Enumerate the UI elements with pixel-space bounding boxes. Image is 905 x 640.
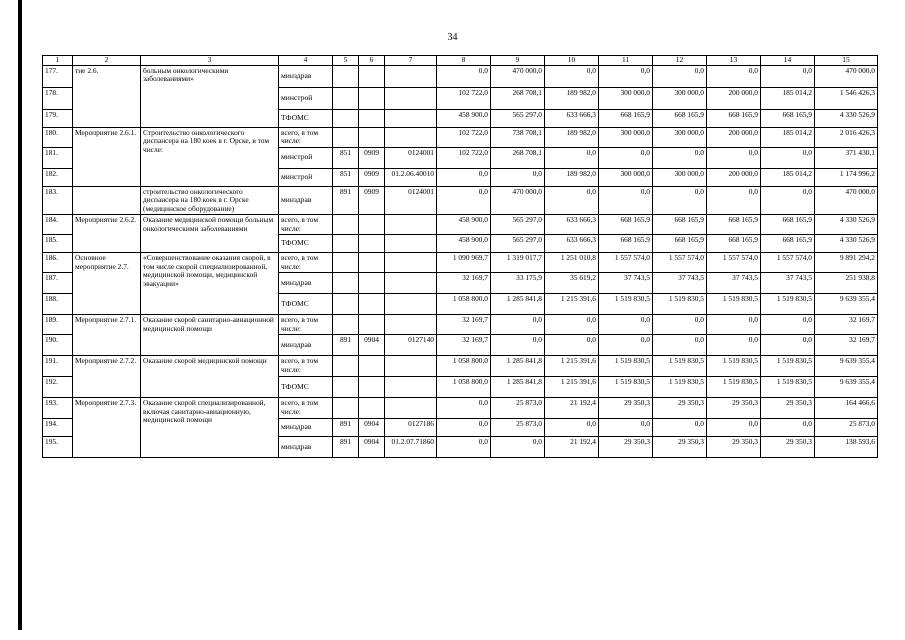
amount-col-12-cell: 0,0: [653, 335, 707, 356]
section-code-cell: [359, 356, 385, 377]
funding-source-cell: ТФОМС: [279, 235, 333, 253]
amount-col-15-cell: 1 174 996,2: [815, 168, 878, 186]
funding-source-cell: всего, в том числе:: [279, 127, 333, 147]
amount-col-15-cell: 4 330 526,9: [815, 215, 878, 235]
amount-col-14-cell: 29 350,3: [761, 437, 815, 458]
amount-col-11-cell: 0,0: [599, 186, 653, 215]
activity-cell: Мероприятие 2.6.1.: [73, 127, 141, 186]
amount-col-13-cell: 1 519 830,5: [707, 294, 761, 315]
column-header-cell: 4: [279, 56, 333, 66]
section-code-cell: [359, 253, 385, 273]
amount-col-11-cell: 668 165,9: [599, 215, 653, 235]
amount-col-13-cell: 668 165,9: [707, 109, 761, 127]
grbs-code-cell: [333, 127, 359, 147]
target-article-cell: 0124001: [385, 186, 437, 215]
amount-col-9-cell: 268 708,1: [491, 147, 545, 168]
section-code-cell: 0909: [359, 186, 385, 215]
grbs-code-cell: [333, 273, 359, 294]
amount-col-10-cell: 0,0: [545, 315, 599, 335]
column-header-cell: 3: [141, 56, 279, 66]
description-cell: Оказание медицинской помощи больным онкологическими заболеваниями: [141, 215, 279, 253]
amount-col-8-cell: 32 169,7: [437, 273, 491, 294]
row-number-cell: 180.: [43, 127, 73, 147]
target-article-cell: [385, 253, 437, 273]
amount-col-15-cell: 251 938,8: [815, 273, 878, 294]
amount-col-8-cell: 102 722,0: [437, 147, 491, 168]
amount-col-14-cell: 1 519 830,5: [761, 377, 815, 398]
funding-source-cell: ТФОМС: [279, 377, 333, 398]
target-article-cell: [385, 315, 437, 335]
row-number-cell: 177.: [43, 65, 73, 87]
funding-source-cell: минздрав: [279, 186, 333, 215]
description-cell: больным онкологическими заболеваниями»: [141, 65, 279, 127]
description-cell: строительство онкологического диспансера на 180 коек в г. Орске (медицинское оборудование): [141, 186, 279, 215]
row-number-cell: 194.: [43, 419, 73, 437]
target-article-cell: [385, 109, 437, 127]
description-cell: «Совершенствование оказания скорой, в том числе скорой специализированной, медицинской помощи, медицинской эвакуации»: [141, 253, 279, 315]
amount-col-14-cell: 0,0: [761, 419, 815, 437]
target-article-cell: 0127186: [385, 419, 437, 437]
amount-col-9-cell: 25 873,0: [491, 398, 545, 419]
amount-col-9-cell: 1 319 017,7: [491, 253, 545, 273]
funding-source-cell: всего, в том числе:: [279, 253, 333, 273]
section-code-cell: [359, 87, 385, 109]
column-header-cell: 9: [491, 56, 545, 66]
funding-source-cell: всего, в том числе:: [279, 356, 333, 377]
amount-col-13-cell: 1 519 830,5: [707, 377, 761, 398]
amount-col-14-cell: 37 743,5: [761, 273, 815, 294]
amount-col-9-cell: 0,0: [491, 437, 545, 458]
amount-col-10-cell: 633 666,3: [545, 215, 599, 235]
amount-col-10-cell: 633 666,3: [545, 235, 599, 253]
amount-col-12-cell: 668 165,9: [653, 235, 707, 253]
amount-col-8-cell: 1 058 800,0: [437, 377, 491, 398]
table-row: [43, 398, 878, 419]
grbs-code-cell: [333, 235, 359, 253]
funding-source-cell: минстрой: [279, 168, 333, 186]
row-number-cell: 190.: [43, 335, 73, 356]
amount-col-15-cell: 164 466,6: [815, 398, 878, 419]
row-number-cell: 191.: [43, 356, 73, 377]
amount-col-13-cell: 0,0: [707, 186, 761, 215]
amount-col-14-cell: 668 165,9: [761, 215, 815, 235]
row-number-cell: 181.: [43, 147, 73, 168]
column-header-cell: 10: [545, 56, 599, 66]
row-number-cell: 192.: [43, 377, 73, 398]
amount-col-13-cell: 0,0: [707, 419, 761, 437]
activity-cell: Мероприятие 2.7.2.: [73, 356, 141, 398]
amount-col-14-cell: 29 350,3: [761, 398, 815, 419]
amount-col-11-cell: 300 000,0: [599, 127, 653, 147]
column-number-header: [43, 56, 878, 66]
amount-col-15-cell: 1 546 426,3: [815, 87, 878, 109]
amount-col-14-cell: 0,0: [761, 315, 815, 335]
column-header-cell: 5: [333, 56, 359, 66]
table-row: [43, 186, 878, 215]
amount-col-14-cell: 0,0: [761, 147, 815, 168]
amount-col-14-cell: 0,0: [761, 335, 815, 356]
grbs-code-cell: [333, 315, 359, 335]
amount-col-9-cell: 565 297,0: [491, 235, 545, 253]
amount-col-8-cell: 458 900,0: [437, 235, 491, 253]
amount-col-11-cell: 0,0: [599, 147, 653, 168]
amount-col-12-cell: 1 519 830,5: [653, 377, 707, 398]
activity-cell: Мероприятие 2.6.2.: [73, 215, 141, 253]
amount-col-15-cell: 4 330 526,9: [815, 235, 878, 253]
amount-col-10-cell: 1 215 391,6: [545, 294, 599, 315]
amount-col-13-cell: 1 557 574,0: [707, 253, 761, 273]
amount-col-12-cell: 37 743,5: [653, 273, 707, 294]
amount-col-13-cell: 1 519 830,5: [707, 356, 761, 377]
grbs-code-cell: [333, 398, 359, 419]
row-number-cell: 178.: [43, 87, 73, 109]
amount-col-13-cell: 200 000,0: [707, 87, 761, 109]
row-number-cell: 184.: [43, 215, 73, 235]
amount-col-14-cell: 185 014,2: [761, 127, 815, 147]
funding-source-cell: всего, в том числе:: [279, 315, 333, 335]
column-header-cell: 8: [437, 56, 491, 66]
amount-col-15-cell: 2 016 426,3: [815, 127, 878, 147]
amount-col-12-cell: 1 557 574,0: [653, 253, 707, 273]
amount-col-9-cell: 0,0: [491, 168, 545, 186]
grbs-code-cell: [333, 109, 359, 127]
section-code-cell: [359, 215, 385, 235]
amount-col-14-cell: 1 557 574,0: [761, 253, 815, 273]
grbs-code-cell: [333, 65, 359, 87]
target-article-cell: [385, 356, 437, 377]
row-number-cell: 182.: [43, 168, 73, 186]
amount-col-12-cell: 300 000,0: [653, 127, 707, 147]
row-number-cell: 193.: [43, 398, 73, 419]
section-code-cell: [359, 65, 385, 87]
amount-col-10-cell: 0,0: [545, 65, 599, 87]
amount-col-12-cell: 668 165,9: [653, 215, 707, 235]
amount-col-8-cell: 1 058 800,0: [437, 356, 491, 377]
amount-col-8-cell: 0,0: [437, 437, 491, 458]
amount-col-13-cell: 200 000,0: [707, 168, 761, 186]
amount-col-9-cell: 470 000,0: [491, 65, 545, 87]
row-number-cell: 183.: [43, 186, 73, 215]
amount-col-9-cell: 25 873,0: [491, 419, 545, 437]
amount-col-12-cell: 29 350,3: [653, 398, 707, 419]
funding-source-cell: всего, в том числе:: [279, 215, 333, 235]
table-row: [43, 315, 878, 335]
amount-col-8-cell: 0,0: [437, 65, 491, 87]
amount-col-11-cell: 1 519 830,5: [599, 294, 653, 315]
funding-source-cell: минздрав: [279, 65, 333, 87]
amount-col-12-cell: 300 000,0: [653, 168, 707, 186]
amount-col-9-cell: 1 285 841,8: [491, 356, 545, 377]
amount-col-15-cell: 470 000,0: [815, 186, 878, 215]
amount-col-11-cell: 37 743,5: [599, 273, 653, 294]
grbs-code-cell: 891: [333, 437, 359, 458]
amount-col-10-cell: 189 982,0: [545, 127, 599, 147]
description-cell: Оказание скорой медицинской помощи: [141, 356, 279, 398]
amount-col-13-cell: 668 165,9: [707, 235, 761, 253]
amount-col-10-cell: 1 215 391,6: [545, 377, 599, 398]
target-article-cell: 0127140: [385, 335, 437, 356]
amount-col-9-cell: 470 000,0: [491, 186, 545, 215]
amount-col-11-cell: 300 000,0: [599, 87, 653, 109]
row-number-cell: 195.: [43, 437, 73, 458]
amount-col-11-cell: 668 165,9: [599, 235, 653, 253]
target-article-cell: [385, 87, 437, 109]
amount-col-10-cell: 0,0: [545, 147, 599, 168]
target-article-cell: [385, 65, 437, 87]
amount-col-12-cell: 0,0: [653, 419, 707, 437]
amount-col-9-cell: 565 297,0: [491, 215, 545, 235]
amount-col-13-cell: 668 165,9: [707, 215, 761, 235]
grbs-code-cell: [333, 215, 359, 235]
amount-col-15-cell: 4 330 526,9: [815, 109, 878, 127]
amount-col-10-cell: 633 666,3: [545, 109, 599, 127]
amount-col-8-cell: 102 722,0: [437, 127, 491, 147]
target-article-cell: [385, 294, 437, 315]
table-row: [43, 215, 878, 235]
amount-col-9-cell: 0,0: [491, 315, 545, 335]
amount-col-8-cell: 458 900,0: [437, 109, 491, 127]
amount-col-8-cell: 0,0: [437, 419, 491, 437]
amount-col-12-cell: 29 350,3: [653, 437, 707, 458]
amount-col-13-cell: 29 350,3: [707, 437, 761, 458]
activity-cell: Основное мероприятие 2.7.: [73, 253, 141, 315]
section-code-cell: [359, 127, 385, 147]
target-article-cell: 01.2.06.40010: [385, 168, 437, 186]
amount-col-12-cell: 300 000,0: [653, 87, 707, 109]
amount-col-11-cell: 668 165,9: [599, 109, 653, 127]
amount-col-12-cell: 1 519 830,5: [653, 356, 707, 377]
amount-col-8-cell: 102 722,0: [437, 87, 491, 109]
column-header-cell: 6: [359, 56, 385, 66]
table-row: [43, 65, 878, 87]
amount-col-14-cell: 185 014,2: [761, 168, 815, 186]
amount-col-15-cell: 138 593,6: [815, 437, 878, 458]
amount-col-15-cell: 25 873,0: [815, 419, 878, 437]
target-article-cell: [385, 127, 437, 147]
amount-col-15-cell: 9 891 294,2: [815, 253, 878, 273]
funding-source-cell: ТФОМС: [279, 294, 333, 315]
amount-col-14-cell: 185 014,2: [761, 87, 815, 109]
target-article-cell: [385, 398, 437, 419]
description-cell: Оказание скорой специализированной, включая санитарно-авиационную, медицинской помощи: [141, 398, 279, 458]
target-article-cell: 0124001: [385, 147, 437, 168]
grbs-code-cell: [333, 87, 359, 109]
funding-source-cell: минстрой: [279, 147, 333, 168]
amount-col-15-cell: 470 000,0: [815, 65, 878, 87]
row-number-cell: 189.: [43, 315, 73, 335]
grbs-code-cell: 851: [333, 168, 359, 186]
amount-col-10-cell: 1 251 010,8: [545, 253, 599, 273]
grbs-code-cell: [333, 356, 359, 377]
target-article-cell: [385, 273, 437, 294]
amount-col-13-cell: 0,0: [707, 65, 761, 87]
amount-col-10-cell: 21 192,4: [545, 398, 599, 419]
amount-col-11-cell: 29 350,3: [599, 398, 653, 419]
section-code-cell: [359, 398, 385, 419]
target-article-cell: 01.2.07.71860: [385, 437, 437, 458]
column-header-cell: 2: [73, 56, 141, 66]
amount-col-8-cell: 1 058 800,0: [437, 294, 491, 315]
section-code-cell: [359, 377, 385, 398]
amount-col-11-cell: 0,0: [599, 335, 653, 356]
amount-col-14-cell: 668 165,9: [761, 235, 815, 253]
grbs-code-cell: 891: [333, 186, 359, 215]
amount-col-10-cell: 189 982,0: [545, 168, 599, 186]
amount-col-15-cell: 9 639 355,4: [815, 377, 878, 398]
amount-col-8-cell: 1 090 969,7: [437, 253, 491, 273]
amount-col-11-cell: 1 519 830,5: [599, 377, 653, 398]
funding-source-cell: ТФОМС: [279, 109, 333, 127]
amount-col-13-cell: 29 350,3: [707, 398, 761, 419]
column-header-cell: 12: [653, 56, 707, 66]
column-header-cell: 15: [815, 56, 878, 66]
amount-col-13-cell: 37 743,5: [707, 273, 761, 294]
section-code-cell: 0904: [359, 437, 385, 458]
column-header-cell: 11: [599, 56, 653, 66]
amount-col-9-cell: 33 175,9: [491, 273, 545, 294]
amount-col-15-cell: 9 639 355,4: [815, 294, 878, 315]
grbs-code-cell: 851: [333, 147, 359, 168]
amount-col-12-cell: 0,0: [653, 315, 707, 335]
amount-col-8-cell: 458 900,0: [437, 215, 491, 235]
section-code-cell: [359, 109, 385, 127]
section-code-cell: [359, 235, 385, 253]
page-edge-bar: [18, 0, 22, 630]
amount-col-11-cell: 300 000,0: [599, 168, 653, 186]
section-code-cell: 0909: [359, 168, 385, 186]
section-code-cell: 0904: [359, 419, 385, 437]
grbs-code-cell: 891: [333, 335, 359, 356]
amount-col-10-cell: 189 982,0: [545, 87, 599, 109]
amount-col-15-cell: 32 169,7: [815, 315, 878, 335]
activity-cell: [73, 186, 141, 215]
amount-col-12-cell: 0,0: [653, 147, 707, 168]
funding-source-cell: всего, в том числе:: [279, 398, 333, 419]
amount-col-8-cell: 0,0: [437, 168, 491, 186]
funding-source-cell: минстрой: [279, 87, 333, 109]
amount-col-11-cell: 29 350,3: [599, 437, 653, 458]
description-cell: Строительство онкологического диспансера на 180 коек в г. Орске, в том числе:: [141, 127, 279, 186]
amount-col-10-cell: 21 192,4: [545, 437, 599, 458]
amount-col-11-cell: 0,0: [599, 65, 653, 87]
amount-col-15-cell: 32 169,7: [815, 335, 878, 356]
description-cell: Оказание скорой санитарно-авиационной медицинской помощи: [141, 315, 279, 356]
amount-col-10-cell: 35 619,2: [545, 273, 599, 294]
amount-col-15-cell: 9 639 355,4: [815, 356, 878, 377]
amount-col-9-cell: 268 708,1: [491, 87, 545, 109]
amount-col-11-cell: 1 557 574,0: [599, 253, 653, 273]
activity-cell: тие 2.6.: [73, 65, 141, 127]
amount-col-12-cell: 0,0: [653, 65, 707, 87]
table-row: [43, 356, 878, 377]
column-header-cell: 1: [43, 56, 73, 66]
amount-col-15-cell: 371 430,1: [815, 147, 878, 168]
amount-col-10-cell: 0,0: [545, 186, 599, 215]
column-header-cell: 7: [385, 56, 437, 66]
target-article-cell: [385, 377, 437, 398]
row-number-cell: 187.: [43, 273, 73, 294]
table-row: [43, 253, 878, 273]
amount-col-9-cell: 0,0: [491, 335, 545, 356]
grbs-code-cell: [333, 294, 359, 315]
column-header-cell: 14: [761, 56, 815, 66]
row-number-cell: 185.: [43, 235, 73, 253]
amount-col-8-cell: 0,0: [437, 398, 491, 419]
amount-col-14-cell: 1 519 830,5: [761, 356, 815, 377]
grbs-code-cell: [333, 253, 359, 273]
amount-col-9-cell: 565 297,0: [491, 109, 545, 127]
amount-col-13-cell: 0,0: [707, 147, 761, 168]
amount-col-11-cell: 1 519 830,5: [599, 356, 653, 377]
amount-col-11-cell: 0,0: [599, 315, 653, 335]
target-article-cell: [385, 215, 437, 235]
amount-col-12-cell: 0,0: [653, 186, 707, 215]
table-row: [43, 127, 878, 147]
activity-cell: Мероприятие 2.7.3.: [73, 398, 141, 458]
page-number: 34: [447, 32, 458, 43]
amount-col-13-cell: 0,0: [707, 335, 761, 356]
section-code-cell: [359, 315, 385, 335]
section-code-cell: 0904: [359, 335, 385, 356]
amount-col-11-cell: 0,0: [599, 419, 653, 437]
column-header-cell: 13: [707, 56, 761, 66]
amount-col-8-cell: 32 169,7: [437, 315, 491, 335]
funding-source-cell: минздрав: [279, 437, 333, 458]
amount-col-10-cell: 0,0: [545, 335, 599, 356]
amount-col-8-cell: 32 169,7: [437, 335, 491, 356]
amount-col-9-cell: 738 708,1: [491, 127, 545, 147]
amount-col-14-cell: 1 519 830,5: [761, 294, 815, 315]
amount-col-13-cell: 0,0: [707, 315, 761, 335]
amount-col-9-cell: 1 285 841,8: [491, 294, 545, 315]
section-code-cell: [359, 294, 385, 315]
amount-col-10-cell: 1 215 391,6: [545, 356, 599, 377]
target-article-cell: [385, 235, 437, 253]
amount-col-9-cell: 1 285 841,8: [491, 377, 545, 398]
activity-cell: Мероприятие 2.7.1.: [73, 315, 141, 356]
section-code-cell: 0909: [359, 147, 385, 168]
section-code-cell: [359, 273, 385, 294]
amount-col-10-cell: 0,0: [545, 419, 599, 437]
program-funding-table: [42, 55, 878, 458]
amount-col-14-cell: 0,0: [761, 65, 815, 87]
amount-col-14-cell: 0,0: [761, 186, 815, 215]
funding-source-cell: минздрав: [279, 419, 333, 437]
amount-col-8-cell: 0,0: [437, 186, 491, 215]
row-number-cell: 179.: [43, 109, 73, 127]
funding-source-cell: минздрав: [279, 335, 333, 356]
amount-col-12-cell: 668 165,9: [653, 109, 707, 127]
grbs-code-cell: [333, 377, 359, 398]
grbs-code-cell: 891: [333, 419, 359, 437]
row-number-cell: 188.: [43, 294, 73, 315]
amount-col-14-cell: 668 165,9: [761, 109, 815, 127]
amount-col-12-cell: 1 519 830,5: [653, 294, 707, 315]
funding-source-cell: минздрав: [279, 273, 333, 294]
row-number-cell: 186.: [43, 253, 73, 273]
amount-col-13-cell: 200 000,0: [707, 127, 761, 147]
